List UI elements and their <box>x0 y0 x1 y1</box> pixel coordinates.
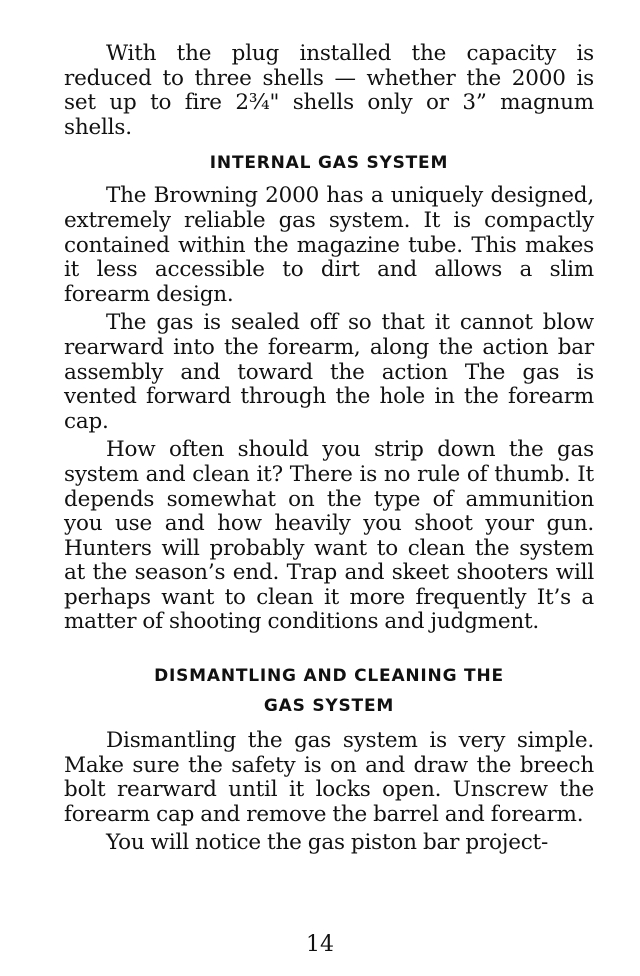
dismantling-heading-line-2: GAS SYSTEM <box>263 696 395 717</box>
cleaning-frequency-paragraph: How often should you strip down the gas system and clean it? There is no rule of thumb. It depends somewhat on the type of ammunition you use and how heavily you shoot your gun. Hunters will probably want to clean the system at the season’s end. Trap and skeet shooters will perhaps want to clean it more frequently It’s a matter of shooting conditions and judgment. <box>64 437 594 635</box>
gas-sealing-paragraph: The gas is sealed off so that it cannot blow rearward into the forearm, along the action bar assembly and toward the action The gas is vented forward through the hole in the forearm cap. <box>64 310 594 434</box>
capacity-paragraph: With the plug installed the capacity is reduced to three shells — whether the 2000 is set up to fire 2¾" shells only or 3” magnum shells. <box>64 41 594 140</box>
dismantling-heading-line-1: DISMANTLING AND CLEANING THE <box>154 666 504 687</box>
gas-system-design-paragraph: The Browning 2000 has a uniquely designed, extremely reliable gas system. It is compactly contained within the magazine tube. This makes it less accessible to dirt and allows a slim forearm design. <box>64 183 594 307</box>
page-number: 14 <box>306 932 334 957</box>
gas-piston-paragraph: You will notice the gas piston bar project- <box>106 830 549 856</box>
internal-gas-system-heading: INTERNAL GAS SYSTEM <box>209 153 449 174</box>
dismantling-steps-paragraph: Dismantling the gas system is very simple. Make sure the safety is on and draw the breech bolt rearward until it locks open. Unscrew the forearm cap and remove the barrel and forearm. <box>64 728 594 827</box>
dismantling-heading <box>64 661 594 721</box>
